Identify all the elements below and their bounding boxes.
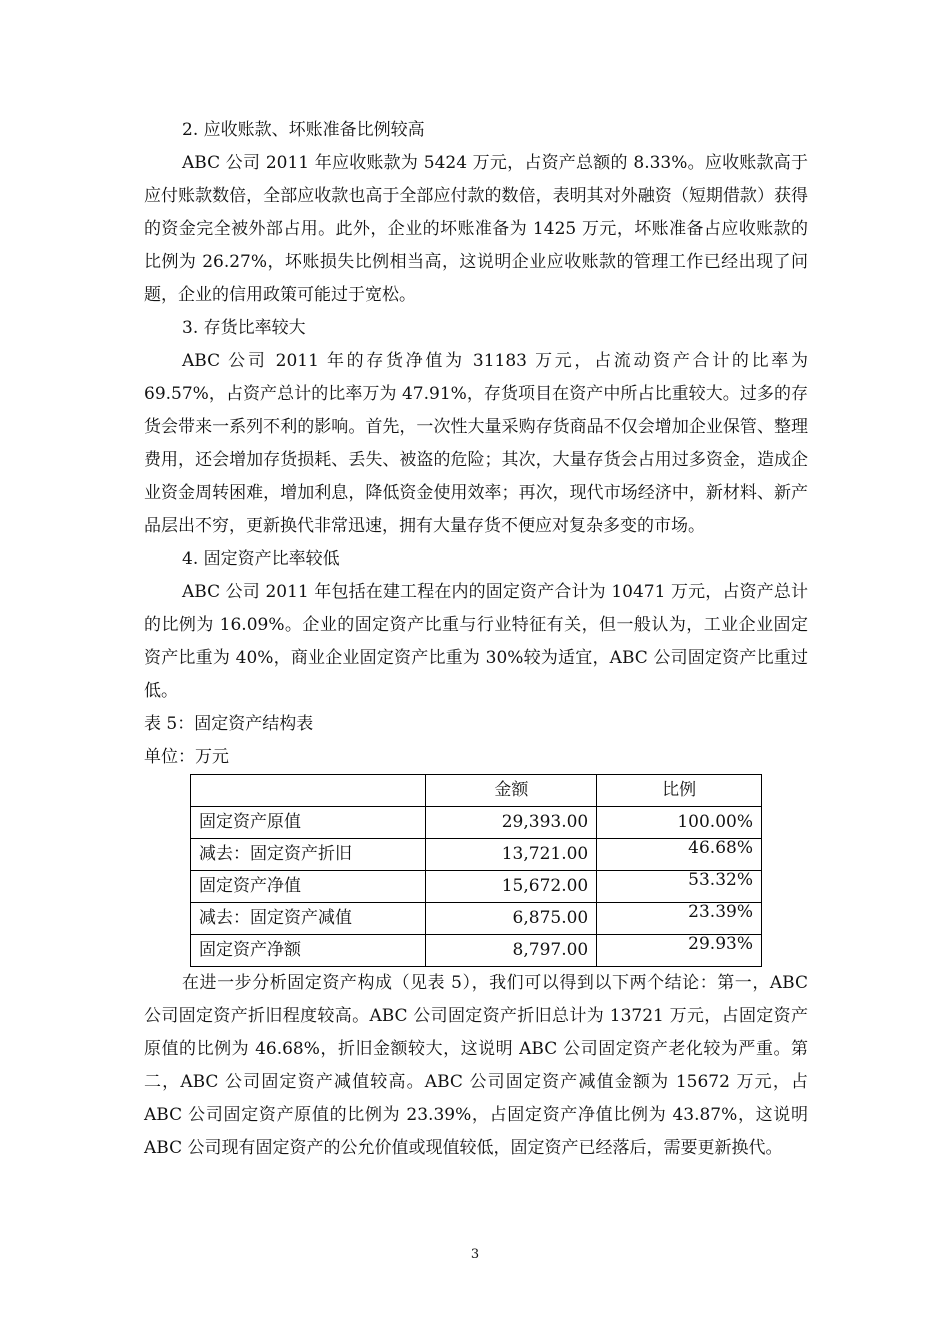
table-cell-ratio: 100.00% — [597, 807, 762, 839]
table-header-cell: 比例 — [597, 775, 762, 807]
table-cell-ratio — [597, 903, 762, 935]
table-cell-ratio — [597, 935, 762, 967]
table-cell-amount: 8,797.00 — [426, 935, 597, 967]
section-2-paragraph: ABC 公司 2011 年应收账款为 5424 万元，占资产总额的 8.33%。应收账款高于应付账款数倍，全部应收款也高于全部应付款的数倍，表明其对外融资（短期借款）获得的资金完全被外部占用。此外，企业的坏账准备为 1425 万元，坏账准备占应收账款的比例为 26.27%，坏账损失比例相当高，这说明企业应收账款的管理工作已经出现了问题，企业的信用政策可能过于宽松。 — [144, 153, 808, 305]
table-cell-amount: 15,672.00 — [426, 871, 597, 903]
table-cell-item: 减去：固定资产减值 — [191, 903, 426, 935]
table-row — [191, 935, 762, 967]
section-2-heading: 2. 应收账款、坏账准备比例较高 — [182, 120, 425, 140]
table-cell-ratio-text: 23.39% — [688, 902, 753, 922]
table-header-cell: 金额 — [426, 775, 597, 807]
section-4-heading: 4. 固定资产比率较低 — [182, 549, 340, 569]
table-cell-ratio-text: 29.93% — [688, 934, 753, 954]
table-cell-item: 固定资产净额 — [191, 935, 426, 967]
section-3-heading: 3. 存货比率较大 — [182, 318, 306, 338]
table-cell-ratio-text: 46.68% — [688, 838, 753, 858]
section-3-paragraph: ABC 公司 2011 年的存货净值为 31183 万元，占流动资产合计的比率为 69.57%，占资产总计的比率万为 47.91%，存货项目在资产中所占比重较大。过多的存货会带来一系列不利的影响。首先，一次性大量采购存货商品不仅会增加企业保管、整理费用，还会增加存货损耗、丢失、被盗的危险；其次，大量存货会占用过多资金，造成企业资金周转困难，增加利息，降低资金使用效率；再次，现代市场经济中，新材料、新产品层出不穷，更新换代非常迅速，拥有大量存货不便应对复杂多变的市场。 — [144, 351, 808, 536]
table-cell-ratio-text: 53.32% — [688, 870, 753, 890]
conclusion-paragraph: 在进一步分析固定资产构成（见表 5），我们可以得到以下两个结论：第一，ABC 公司固定资产折旧程度较高。ABC 公司固定资产折旧总计为 13721 万元，占固定资产原值的比例为 46.68%，折旧金额较大，这说明 ABC 公司固定资产老化较为严重。第二，ABC 公司固定资产减值较高。ABC 公司固定资产减值金额为 15672 万元，占 ABC 公司固定资产原值的比例为 23.39%，占固定资产净值比例为 43.87%，这说明 ABC 公司现有固定资产的公允价值或现值较低，固定资产已经落后，需要更新换代。 — [144, 973, 808, 1158]
table-row — [191, 871, 762, 903]
table-header-cell — [191, 775, 426, 807]
table-row — [191, 903, 762, 935]
table-cell-item: 固定资产净值 — [191, 871, 426, 903]
table-cell-item: 减去：固定资产折旧 — [191, 839, 426, 871]
table-cell-ratio — [597, 871, 762, 903]
fixed-asset-table — [190, 774, 762, 967]
table-row — [191, 839, 762, 871]
table-cell-amount: 29,393.00 — [426, 807, 597, 839]
table-unit: 单位：万元 — [144, 747, 229, 767]
table-header-row — [191, 775, 762, 807]
section-4-paragraph: ABC 公司 2011 年包括在建工程在内的固定资产合计为 10471 万元，占资产总计的比例为 16.09%。企业的固定资产比重与行业特征有关，但一般认为，工业企业固定资产比重为 40%，商业企业固定资产比重为 30%较为适宜，ABC 公司固定资产比重过低。 — [144, 582, 808, 701]
document-body — [144, 114, 808, 1165]
page-number: 3 — [470, 1247, 480, 1262]
table-row — [191, 807, 762, 839]
table-cell-amount: 6,875.00 — [426, 903, 597, 935]
table-caption: 表 5：固定资产结构表 — [144, 714, 314, 734]
table-cell-item: 固定资产原值 — [191, 807, 426, 839]
table-cell-amount: 13,721.00 — [426, 839, 597, 871]
table-cell-ratio — [597, 839, 762, 871]
